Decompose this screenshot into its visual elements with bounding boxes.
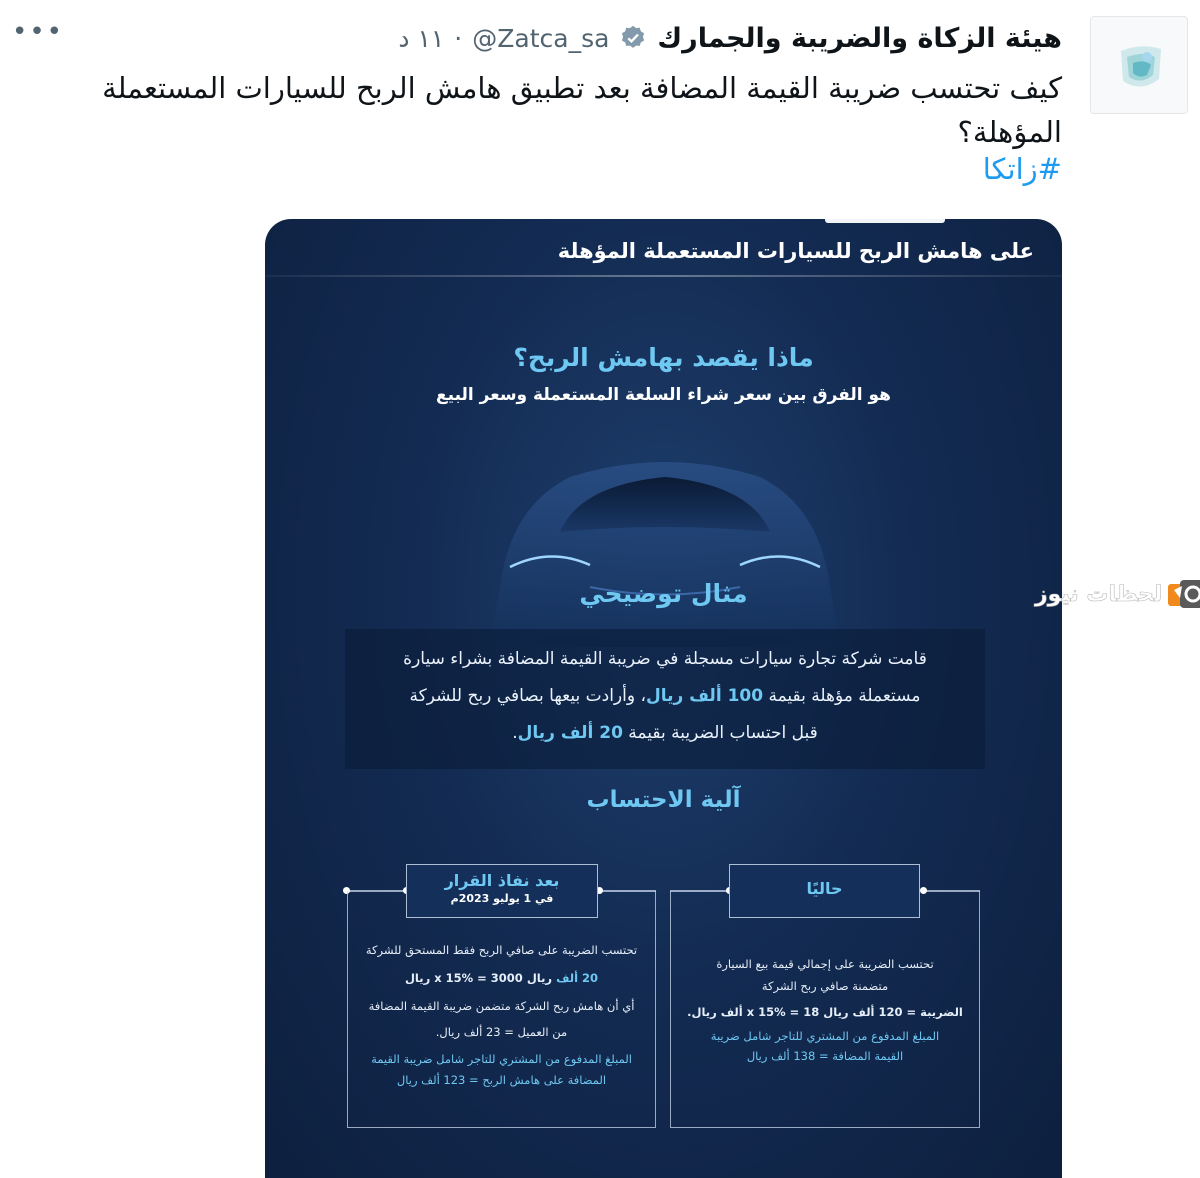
after-decision-header (406, 864, 598, 918)
tweet-timestamp[interactable]: ١١ د (398, 23, 445, 53)
separator-dot: · (454, 23, 463, 53)
example-text: مستعملة مؤهلة بقيمة (763, 686, 921, 706)
example-title: مثال توضيحي (579, 579, 748, 608)
after-decision-date: في 1 يوليو 2023م (450, 892, 554, 905)
lahzat-news-logo-icon (1166, 576, 1200, 612)
tweet-media-infographic[interactable] (265, 219, 1062, 1178)
example-panel (345, 629, 985, 769)
after-calc-text: ريال x 15% = 3000 ريال (404, 971, 557, 985)
current-title: حاليًا (806, 879, 843, 898)
after-line-5: المبلغ المدفوع من المشتري للتاجر شامل ضريبة القيمة (371, 1052, 632, 1066)
site-watermark (1035, 576, 1200, 612)
example-text: . (512, 723, 518, 743)
watermark-text: لحظات نيوز (1035, 581, 1163, 607)
author-handle[interactable]: @Zatca_sa (472, 23, 610, 53)
current-line-3: الضريبة = 120 ألف ريال x 15% = 18 ألف ريال. (687, 1005, 963, 1019)
example-line-2 (345, 686, 985, 706)
profit-margin-answer: هو الفرق بين سعر شراء السلعة المستعملة وسعر البيع (436, 385, 891, 405)
calculation-title: آلية الاحتساب (586, 787, 741, 813)
after-line-6: المضافة على هامش الربح = 123 ألف ريال (396, 1073, 607, 1087)
cropped-header-strip (825, 219, 945, 223)
profit-margin-question: ماذا يقصد بهامش الربح؟ (513, 343, 814, 372)
current-line-5: القيمة المضافة = 138 ألف ريال (746, 1049, 904, 1063)
profit-value: 20 ألف ريال (517, 723, 623, 743)
current-header (729, 864, 920, 918)
purchase-price-value: 100 ألف ريال (645, 686, 764, 706)
after-line-4: من العميل = 23 ألف ريال. (435, 1025, 568, 1039)
verified-badge-icon (619, 24, 647, 52)
net-profit-value: 20 ألف (556, 971, 599, 985)
car-illustration-icon (440, 437, 890, 657)
example-line-3 (345, 723, 985, 743)
current-box (670, 891, 980, 1128)
account-avatar[interactable] (1090, 16, 1188, 114)
header-divider (265, 275, 1062, 277)
example-line-1: قامت شركة تجارة سيارات مسجلة في ضريبة القيمة المضافة بشراء سيارة (403, 649, 927, 669)
current-line-2: متضمنة صافي ربح الشركة (761, 979, 889, 993)
after-line-1: تحتسب الضريبة على صافي الربح فقط المستحق للشركة (365, 943, 638, 957)
author-name[interactable]: هيئة الزكاة والضريبة والجمارك (657, 22, 1062, 54)
tweet-header (162, 18, 1062, 58)
zatca-logo-icon (1091, 17, 1188, 114)
after-line-2 (356, 971, 647, 985)
current-line-4: المبلغ المدفوع من المشتري للتاجر شامل ضريبة (710, 1029, 940, 1043)
hashtag-link[interactable]: #زاتكا (982, 152, 1062, 186)
more-options-icon[interactable]: ••• (12, 17, 65, 47)
current-line-1: تحتسب الضريبة على إجمالي قيمة بيع السيارة (716, 957, 934, 971)
after-line-3: أي أن هامش ربح الشركة متضمن ضريبة القيمة المضافة (368, 999, 635, 1013)
tweet-text: كيف تحتسب ضريبة القيمة المضافة بعد تطبيق هامش الربح للسيارات المستعملة المؤهلة؟ (102, 71, 1062, 149)
after-decision-box (347, 891, 656, 1128)
after-decision-title: بعد نفاذ القرار (444, 871, 560, 890)
example-text: ، وأرادت بيعها بصافي ربح للشركة (409, 686, 646, 706)
example-text: قبل احتساب الضريبة بقيمة (622, 723, 818, 743)
infographic-header: على هامش الربح للسيارات المستعملة المؤهلة (557, 239, 1034, 263)
